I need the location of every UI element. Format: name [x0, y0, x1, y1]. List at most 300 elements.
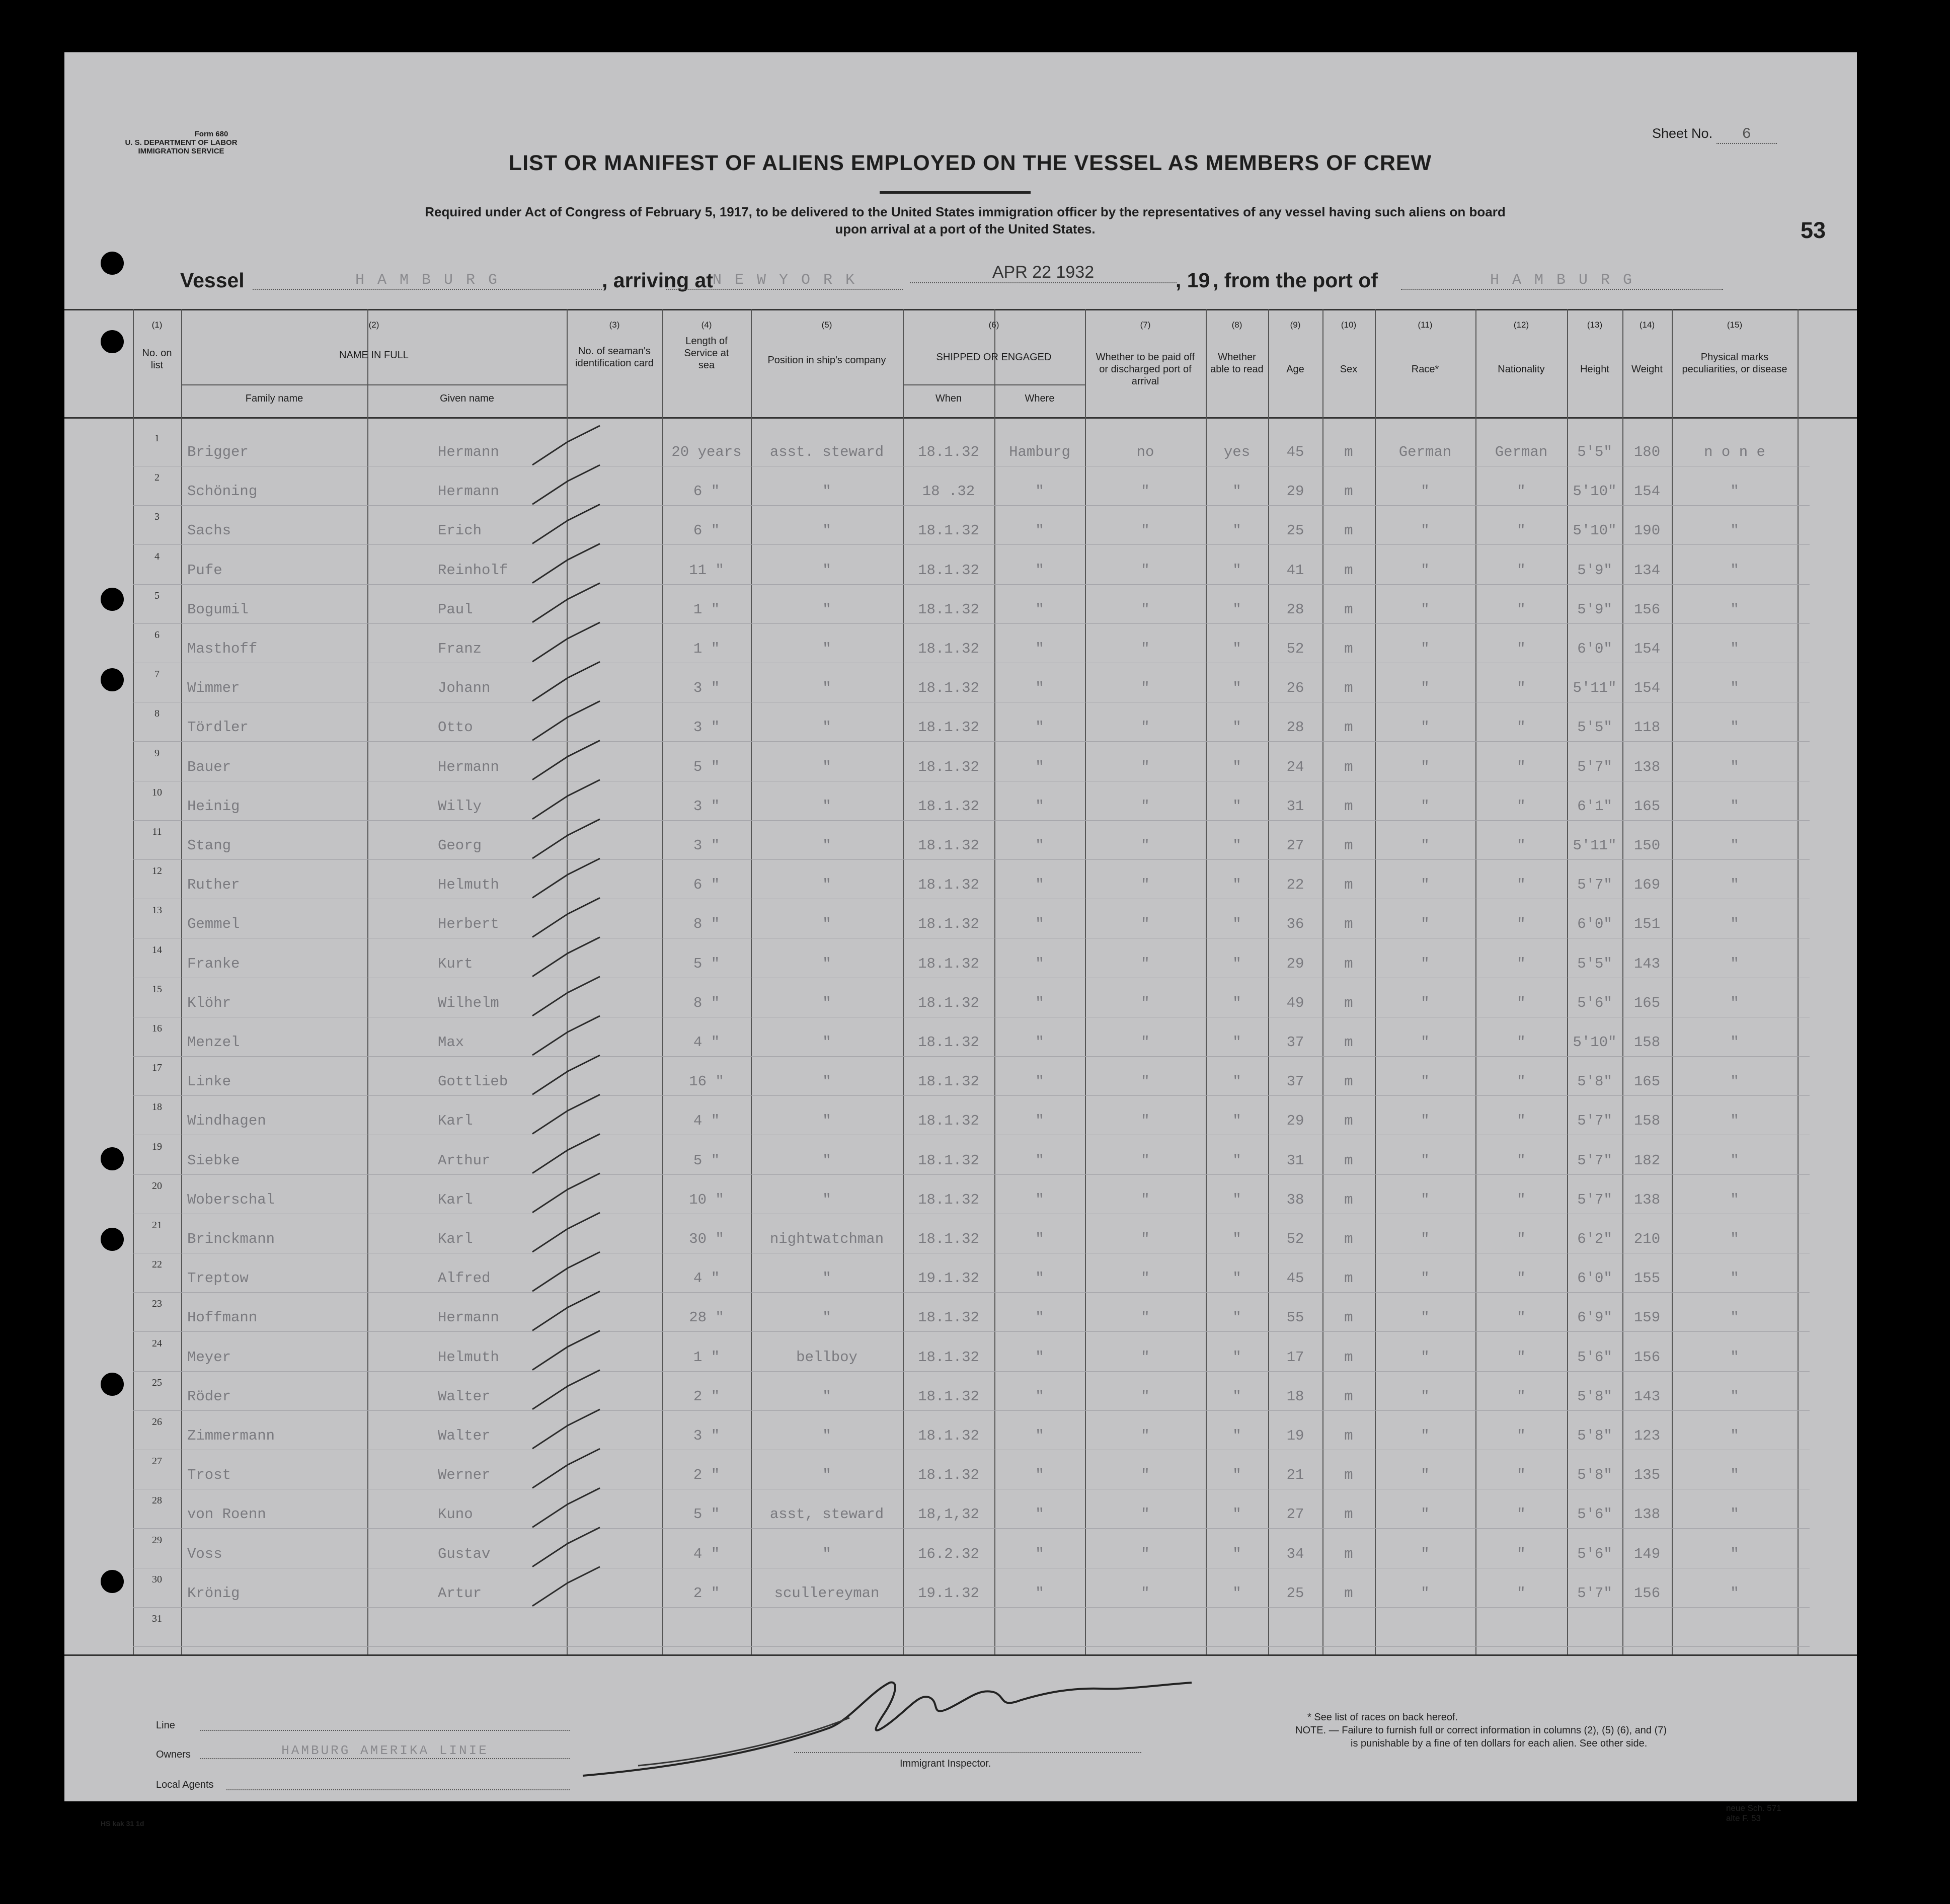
cell-read: " — [1232, 1427, 1241, 1444]
cell-family: Menzel — [187, 1034, 240, 1051]
cell-paid: " — [1141, 1191, 1150, 1208]
cell-when: 19.1.32 — [918, 1270, 979, 1287]
row-number: 13 — [152, 905, 162, 916]
cell-read: " — [1232, 877, 1241, 894]
cell-where: " — [1035, 916, 1044, 933]
cell-position: asst. steward — [769, 444, 884, 460]
cell-height: 5'8" — [1577, 1073, 1612, 1090]
cell-service: 30 " — [689, 1231, 724, 1247]
cell-sex: m — [1344, 1270, 1353, 1287]
cell-height: 6'0" — [1577, 916, 1612, 933]
year-label: , 19 — [1176, 269, 1210, 292]
cell-nat: " — [1517, 1073, 1526, 1090]
cell-given: Hermann — [438, 483, 499, 500]
cell-weight: 150 — [1633, 837, 1661, 854]
cell-family: Hoffmann — [187, 1309, 258, 1326]
cell-paid: " — [1141, 1506, 1150, 1523]
cell-where: " — [1035, 758, 1044, 775]
cell-family: Röder — [187, 1388, 231, 1405]
cell-where: " — [1035, 680, 1044, 697]
cell-when: 18.1.32 — [918, 1348, 979, 1366]
cell-marks: " — [1730, 1427, 1739, 1444]
cell-read: " — [1232, 1073, 1241, 1090]
cell-position: " — [822, 1113, 831, 1130]
cell-given: Willy — [438, 798, 482, 815]
cell-family: Schöning — [187, 483, 258, 500]
cell-service: 1 " — [693, 601, 720, 618]
cell-given: Hermann — [438, 758, 499, 775]
cell-nat: " — [1517, 680, 1526, 697]
cell-age: 19 — [1286, 1427, 1304, 1444]
row-number: 2 — [154, 472, 160, 484]
page-number: 53 — [1801, 217, 1826, 243]
cell-where: Hamburg — [1009, 444, 1070, 460]
cell-family: Bogumil — [187, 601, 249, 618]
cell-position: " — [822, 601, 831, 618]
cell-given: Reinholf — [438, 562, 508, 579]
cell-race: " — [1421, 1467, 1430, 1484]
cell-race: " — [1421, 916, 1430, 933]
cell-given: Karl — [438, 1231, 473, 1247]
cell-age: 17 — [1286, 1348, 1304, 1366]
col2-family-label: Family name — [245, 393, 303, 404]
col10-label: Sex — [1340, 364, 1358, 375]
cell-age: 18 — [1286, 1388, 1304, 1405]
cell-race: " — [1421, 955, 1430, 972]
cell-sex: m — [1344, 719, 1353, 736]
cell-service: 3 " — [693, 837, 720, 854]
cell-when: 18.1.32 — [918, 680, 979, 697]
cell-read: " — [1232, 758, 1241, 775]
cell-age: 31 — [1286, 1152, 1304, 1169]
col15-label: Physical marks peculiarities, or disease — [1682, 352, 1787, 375]
cell-marks: " — [1730, 1545, 1739, 1562]
cell-height: 5'8" — [1577, 1467, 1612, 1484]
cell-paid: " — [1141, 719, 1150, 736]
cell-paid: " — [1141, 758, 1150, 775]
vessel-label: Vessel — [180, 269, 245, 292]
cell-service: 16 " — [689, 1073, 724, 1090]
cell-weight: 123 — [1633, 1427, 1661, 1444]
check-mark — [532, 937, 600, 977]
cell-marks: " — [1730, 641, 1739, 657]
cell-given: Georg — [438, 837, 482, 854]
row-number: 14 — [152, 944, 162, 956]
cell-nat: " — [1517, 994, 1526, 1011]
check-mark — [532, 1213, 600, 1252]
row-number: 11 — [152, 826, 162, 837]
cell-marks: " — [1730, 680, 1739, 697]
penalty-note-line-2: is punishable by a fine of ten dollars for each alien. See other side. — [1351, 1738, 1648, 1749]
check-mark — [532, 819, 600, 858]
cell-given: Franz — [438, 641, 482, 657]
cell-read: " — [1232, 1034, 1241, 1051]
cell-given: Helmuth — [438, 1348, 499, 1366]
cell-read: " — [1232, 680, 1241, 697]
cell-family: Woberschal — [187, 1191, 275, 1208]
row-number: 9 — [154, 747, 160, 759]
cell-where: " — [1035, 719, 1044, 736]
cell-read: " — [1232, 1584, 1241, 1602]
cell-service: 4 " — [693, 1113, 720, 1130]
cell-read: " — [1232, 1152, 1241, 1169]
cell-height: 5'9" — [1577, 562, 1612, 579]
cell-paid: " — [1141, 1034, 1150, 1051]
col1-number: (1) — [151, 320, 163, 330]
cell-where: " — [1035, 798, 1044, 815]
cell-family: Franke — [187, 955, 240, 972]
cell-race: " — [1421, 601, 1430, 618]
cell-given: Paul — [438, 601, 473, 618]
cell-race: " — [1421, 1309, 1430, 1326]
cell-read: yes — [1223, 444, 1251, 460]
cell-paid: " — [1141, 1427, 1150, 1444]
page-title: LIST OR MANIFEST OF ALIENS EMPLOYED ON THE VESSEL AS MEMBERS OF CREW — [508, 151, 1432, 175]
col3-number: (3) — [609, 320, 620, 330]
cell-sex: m — [1344, 641, 1353, 657]
row-number: 8 — [154, 708, 160, 720]
cell-position: " — [822, 562, 831, 579]
cell-weight: 169 — [1633, 877, 1661, 894]
row-number: 3 — [154, 511, 160, 523]
cell-family: Tördler — [187, 719, 249, 736]
cell-height: 5'8" — [1577, 1427, 1612, 1444]
cell-read: " — [1232, 1191, 1241, 1208]
cell-when: 18.1.32 — [918, 1467, 979, 1484]
cell-when: 18.1.32 — [918, 798, 979, 815]
row-number: 29 — [152, 1534, 162, 1546]
cell-position: " — [822, 719, 831, 736]
row-number: 10 — [152, 786, 162, 798]
cell-paid: " — [1141, 916, 1150, 933]
cell-nat: " — [1517, 1309, 1526, 1326]
cell-when: 18.1.32 — [918, 1191, 979, 1208]
cell-sex: m — [1344, 798, 1353, 815]
cell-service: 6 " — [693, 522, 720, 539]
cell-sex: m — [1344, 1073, 1353, 1090]
cell-position: " — [822, 877, 831, 894]
cell-sex: m — [1344, 1427, 1353, 1444]
cell-race: " — [1421, 877, 1430, 894]
cell-when: 18.1.32 — [918, 444, 979, 460]
cell-marks: " — [1730, 758, 1739, 775]
cell-race: " — [1421, 1113, 1430, 1130]
check-mark — [532, 465, 600, 504]
cell-given: Werner — [438, 1467, 491, 1484]
cell-age: 29 — [1286, 955, 1304, 972]
cell-sex: m — [1344, 601, 1353, 618]
schedule-old: alte F. 53 — [1726, 1813, 1761, 1823]
cell-race: " — [1421, 1545, 1430, 1562]
cell-paid: " — [1141, 994, 1150, 1011]
col7-number: (7) — [1140, 320, 1151, 330]
cell-height: 5'10" — [1573, 483, 1617, 500]
cell-service: 6 " — [693, 877, 720, 894]
cell-race: " — [1421, 483, 1430, 500]
cell-nat: " — [1517, 719, 1526, 736]
cell-marks: " — [1730, 562, 1739, 579]
cell-sex: m — [1344, 522, 1353, 539]
cell-when: 18.1.32 — [918, 1388, 979, 1405]
cell-sex: m — [1344, 1388, 1353, 1405]
cell-height: 5'6" — [1577, 994, 1612, 1011]
cell-where: " — [1035, 1152, 1044, 1169]
check-mark — [532, 1528, 600, 1567]
cell-weight: 158 — [1633, 1113, 1661, 1130]
cell-position: scullereyman — [774, 1584, 880, 1602]
col8-number: (8) — [1231, 320, 1242, 330]
cell-read: " — [1232, 1388, 1241, 1405]
immigrant-inspector-label: Immigrant Inspector. — [900, 1758, 991, 1769]
cell-where: " — [1035, 1073, 1044, 1090]
col8-label: Whether able to read — [1210, 352, 1264, 375]
cell-given: Arthur — [438, 1152, 491, 1169]
cell-marks: " — [1730, 1584, 1739, 1602]
cell-weight: 134 — [1633, 562, 1661, 579]
cell-nat: " — [1517, 1113, 1526, 1130]
col2-number: (2) — [368, 320, 379, 330]
cell-weight: 154 — [1633, 483, 1661, 500]
cell-position: " — [822, 1191, 831, 1208]
cell-where: " — [1035, 1034, 1044, 1051]
cell-sex: m — [1344, 1152, 1353, 1169]
cell-paid: " — [1141, 1073, 1150, 1090]
cell-given: Otto — [438, 719, 473, 736]
cell-where: " — [1035, 1191, 1044, 1208]
cell-age: 37 — [1286, 1073, 1304, 1090]
cell-family: Zimmermann — [187, 1427, 275, 1444]
print-code: HS kak 31 1d — [101, 1819, 144, 1828]
cell-family: Wimmer — [187, 680, 240, 697]
cell-given: Karl — [438, 1191, 473, 1208]
cell-marks: " — [1730, 1270, 1739, 1287]
cell-position: " — [822, 483, 831, 500]
cell-age: 27 — [1286, 837, 1304, 854]
col2-given-label: Given name — [440, 393, 494, 404]
cell-position: " — [822, 1309, 831, 1326]
cell-service: 8 " — [693, 994, 720, 1011]
cell-marks: " — [1730, 1506, 1739, 1523]
check-mark — [532, 1370, 600, 1409]
cell-given: Karl — [438, 1113, 473, 1130]
cell-height: 6'2" — [1577, 1231, 1612, 1247]
cell-family: Linke — [187, 1073, 231, 1090]
cell-when: 18.1.32 — [918, 837, 979, 854]
cell-when: 18.1.32 — [918, 1113, 979, 1130]
cell-when: 18.1.32 — [918, 1034, 979, 1051]
cell-where: " — [1035, 1545, 1044, 1562]
cell-given: Hermann — [438, 1309, 499, 1326]
cell-nat: German — [1495, 444, 1548, 460]
col9-number: (9) — [1290, 320, 1301, 330]
cell-family: Pufe — [187, 562, 222, 579]
cell-paid: " — [1141, 562, 1150, 579]
cell-sex: m — [1344, 1191, 1353, 1208]
cell-marks: " — [1730, 1388, 1739, 1405]
cell-nat: " — [1517, 916, 1526, 933]
check-mark — [532, 622, 600, 662]
cell-paid: " — [1141, 1348, 1150, 1366]
cell-service: 5 " — [693, 1152, 720, 1169]
cell-age: 22 — [1286, 877, 1304, 894]
check-mark — [532, 1567, 600, 1606]
cell-nat: " — [1517, 1270, 1526, 1287]
cell-weight: 138 — [1633, 1506, 1661, 1523]
cell-age: 25 — [1286, 522, 1304, 539]
check-mark — [532, 898, 600, 937]
arriving-label: , arriving at — [602, 269, 714, 292]
cell-sex: m — [1344, 1584, 1353, 1602]
cell-given: Gustav — [438, 1545, 491, 1562]
cell-age: 29 — [1286, 483, 1304, 500]
check-mark — [532, 1016, 600, 1055]
cell-paid: " — [1141, 1152, 1150, 1169]
cell-height: 5'7" — [1577, 1191, 1612, 1208]
cell-service: 6 " — [693, 483, 720, 500]
cell-service: 3 " — [693, 798, 720, 815]
cell-sex: m — [1344, 955, 1353, 972]
cell-when: 18.1.32 — [918, 758, 979, 775]
cell-position: " — [822, 1034, 831, 1051]
cell-read: " — [1232, 955, 1241, 972]
col14-number: (14) — [1639, 320, 1655, 330]
row-number: 18 — [152, 1101, 162, 1113]
cell-position: " — [822, 1467, 831, 1484]
cell-given: Erich — [438, 522, 482, 539]
col4-label: Length of Service at sea — [684, 336, 729, 371]
cell-read: " — [1232, 719, 1241, 736]
row-number: 16 — [152, 1023, 162, 1034]
cell-family: Meyer — [187, 1348, 231, 1366]
cell-height: 5'5" — [1577, 444, 1612, 460]
cell-weight: 210 — [1633, 1231, 1661, 1247]
cell-marks: " — [1730, 916, 1739, 933]
local-agents-label: Local Agents — [156, 1779, 214, 1790]
check-mark — [532, 426, 600, 465]
cell-family: Masthoff — [187, 641, 258, 657]
check-mark — [532, 1252, 600, 1291]
manifest-sheet — [64, 52, 1857, 1828]
check-mark — [532, 1488, 600, 1527]
check-mark — [532, 583, 600, 622]
cell-marks: " — [1730, 522, 1739, 539]
cell-service: 5 " — [693, 955, 720, 972]
cell-age: 29 — [1286, 1113, 1304, 1130]
cell-race: " — [1421, 798, 1430, 815]
cell-given: Artur — [438, 1584, 482, 1602]
cell-sex: m — [1344, 837, 1353, 854]
date-stamp: APR 22 1932 — [910, 263, 1177, 283]
cell-paid: " — [1141, 955, 1150, 972]
cell-race: " — [1421, 1427, 1430, 1444]
col3-label: No. of seaman's identification card — [575, 346, 654, 369]
cell-where: " — [1035, 1348, 1044, 1366]
cell-given: Walter — [438, 1427, 491, 1444]
cell-age: 38 — [1286, 1191, 1304, 1208]
cell-nat: " — [1517, 1388, 1526, 1405]
cell-paid: " — [1141, 522, 1150, 539]
cell-service: 2 " — [693, 1467, 720, 1484]
check-mark — [532, 662, 600, 701]
cell-sex: m — [1344, 1348, 1353, 1366]
cell-weight: 154 — [1633, 680, 1661, 697]
check-mark — [532, 544, 600, 583]
check-mark — [532, 1331, 600, 1370]
cell-weight: 165 — [1633, 798, 1661, 815]
check-mark — [532, 1173, 600, 1213]
col6-number: (6) — [988, 320, 999, 330]
check-mark — [532, 1409, 600, 1449]
row-number: 23 — [152, 1298, 162, 1310]
cell-when: 18.1.32 — [918, 994, 979, 1011]
cell-paid: " — [1141, 1309, 1150, 1326]
cell-height: 6'0" — [1577, 1270, 1612, 1287]
cell-race: " — [1421, 641, 1430, 657]
check-mark — [532, 858, 600, 898]
cell-marks: " — [1730, 483, 1739, 500]
cell-where: " — [1035, 994, 1044, 1011]
cell-paid: " — [1141, 837, 1150, 854]
cell-sex: m — [1344, 1467, 1353, 1484]
cell-marks: " — [1730, 1034, 1739, 1051]
cell-family: Ruther — [187, 877, 240, 894]
cell-weight: 151 — [1633, 916, 1661, 933]
cell-age: 31 — [1286, 798, 1304, 815]
cell-family: Heinig — [187, 798, 240, 815]
row-number: 12 — [152, 865, 162, 877]
col6-where-label: Where — [1025, 393, 1055, 404]
cell-when: 18.1.32 — [918, 1073, 979, 1090]
cell-marks: " — [1730, 1191, 1739, 1208]
cell-race: " — [1421, 758, 1430, 775]
cell-race: " — [1421, 719, 1430, 736]
check-mark — [532, 504, 600, 543]
cell-paid: " — [1141, 1270, 1150, 1287]
cell-marks: " — [1730, 837, 1739, 854]
cell-where: " — [1035, 483, 1044, 500]
cell-paid: " — [1141, 1388, 1150, 1405]
cell-service: 5 " — [693, 758, 720, 775]
cell-marks: " — [1730, 994, 1739, 1011]
cell-read: " — [1232, 562, 1241, 579]
cell-nat: " — [1517, 1348, 1526, 1366]
cell-position: " — [822, 1388, 831, 1405]
cell-where: " — [1035, 562, 1044, 579]
cell-race: " — [1421, 1152, 1430, 1169]
cell-height: 5'5" — [1577, 955, 1612, 972]
cell-paid: " — [1141, 1113, 1150, 1130]
row-number: 26 — [152, 1416, 162, 1427]
cell-weight: 149 — [1633, 1545, 1661, 1562]
cell-nat: " — [1517, 1191, 1526, 1208]
cell-position: asst, steward — [769, 1506, 884, 1523]
cell-age: 26 — [1286, 680, 1304, 697]
cell-sex: m — [1344, 1034, 1353, 1051]
cell-read: " — [1232, 1113, 1241, 1130]
cell-given: Hermann — [438, 444, 499, 460]
col14-label: Weight — [1631, 364, 1663, 375]
cell-height: 6'9" — [1577, 1309, 1612, 1326]
cell-read: " — [1232, 916, 1241, 933]
cell-weight: 165 — [1633, 994, 1661, 1011]
cell-where: " — [1035, 522, 1044, 539]
cell-marks: " — [1730, 601, 1739, 618]
cell-nat: " — [1517, 1034, 1526, 1051]
cell-where: " — [1035, 1388, 1044, 1405]
cell-nat: " — [1517, 483, 1526, 500]
cell-where: " — [1035, 601, 1044, 618]
cell-height: 5'6" — [1577, 1545, 1612, 1562]
